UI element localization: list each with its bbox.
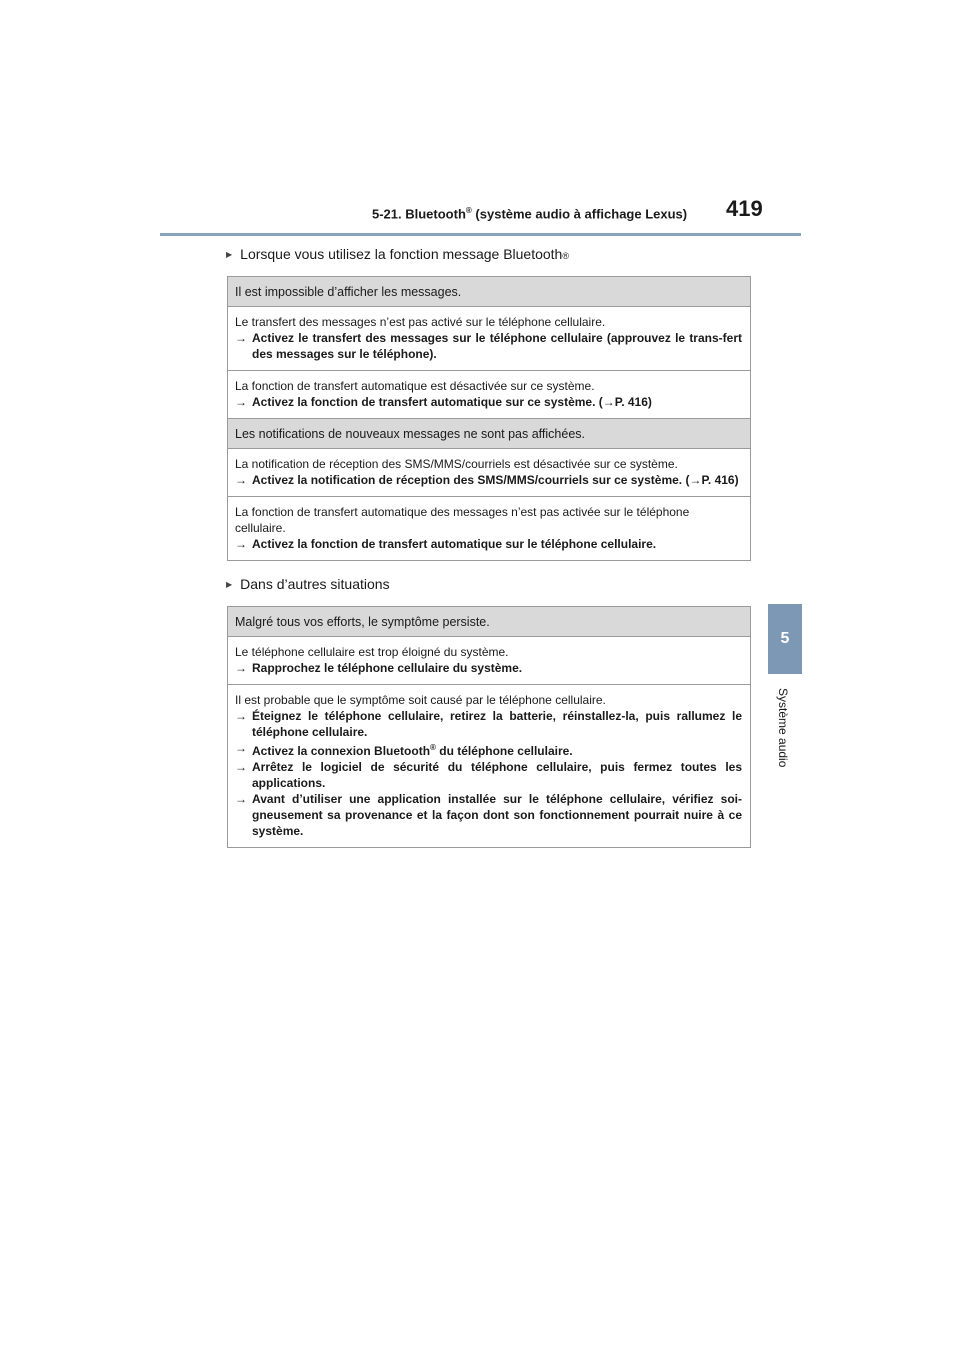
solution-row [228, 307, 750, 371]
chapter-tab[interactable]: 5 [768, 604, 802, 674]
arrow-icon: → [235, 709, 247, 723]
remedy-text: Activez le transfert des messages sur le téléphone cellulaire (approuvez le trans-fert des messages sur le téléphone). [252, 331, 742, 361]
remedy-line [235, 740, 742, 759]
section-heading [226, 576, 390, 592]
arrow-icon: → [235, 537, 247, 551]
remedy-text: Arrêtez le logiciel de sécurité du téléphone cellulaire, puis fermez toutes les applications. [252, 760, 742, 790]
arrow-icon: → [235, 760, 247, 774]
cause-text: Le transfert des messages n’est pas activé sur le téléphone cellulaire. [235, 315, 606, 329]
cause-text: La fonction de transfert automatique est désactivée sur ce système. [235, 379, 595, 393]
arrow-icon: → [235, 395, 247, 409]
troubleshooting-table [227, 606, 751, 848]
cause-text: Il est probable que le symptôme soit causé par le téléphone cellulaire. [235, 693, 606, 707]
solution-row [228, 371, 750, 419]
problem-row: Il est impossible d’afficher les messages. [228, 277, 750, 307]
registered-mark: ® [465, 206, 472, 215]
section-heading-text: Lorsque vous utilisez la fonction message Bluetooth [240, 246, 563, 262]
triangle-bullet-icon: ▶ [226, 250, 233, 259]
problem-row: Malgré tous vos efforts, le symptôme persiste. [228, 607, 750, 637]
problem-row: Les notifications de nouveaux messages ne sont pas affichées. [228, 419, 750, 449]
chapter-tab-label: Système audio [776, 687, 790, 768]
remedy-line [235, 536, 742, 552]
page-header [0, 0, 960, 240]
registered-mark: ® [430, 743, 436, 752]
remedy-line [235, 759, 742, 791]
solution-row [228, 685, 750, 848]
remedy-text-part: du téléphone cellulaire. [435, 744, 573, 758]
page-number: 419 [726, 196, 763, 221]
remedy-text: Activez la fonction de transfert automatique sur ce système. (→P. 416) [252, 395, 652, 409]
solution-row [228, 637, 750, 685]
remedy-line [235, 330, 742, 362]
solution-row [228, 497, 750, 561]
remedy-line [235, 660, 742, 676]
chapter-title-suffix: (système audio à affichage Lexus) [471, 206, 688, 222]
arrow-icon: → [235, 661, 247, 675]
remedy-text [252, 740, 742, 759]
remedy-line [235, 791, 742, 839]
chapter-title [372, 206, 702, 221]
cause-text: La notification de réception des SMS/MMS/courriels est désactivée sur ce système. [235, 457, 678, 471]
remedy-text-part: Activez la connexion Bluetooth [252, 744, 431, 758]
cause-text: La fonction de transfert automatique des messages n’est pas activée sur le téléphone cellulaire. [235, 505, 690, 535]
header-divider [160, 233, 801, 236]
arrow-icon: → [235, 792, 247, 806]
registered-mark: ® [562, 251, 569, 261]
triangle-bullet-icon: ▶ [226, 580, 233, 589]
section-heading [226, 246, 569, 262]
remedy-text: Éteignez le téléphone cellulaire, retirez la batterie, réinstallez-la, puis rallumez le téléphone cellulaire. [252, 709, 742, 739]
arrow-icon: → [235, 741, 247, 755]
arrow-icon: → [235, 331, 247, 345]
remedy-line [235, 394, 742, 410]
remedy-text: Activez la fonction de transfert automatique sur le téléphone cellulaire. [252, 537, 657, 551]
chapter-title-prefix: 5-21. Bluetooth [372, 206, 466, 222]
remedy-text: Avant d’utiliser une application installée sur le téléphone cellulaire, vérifiez soi-gneusement sa provenance et la façon dont son fonctionnement pourrait nuire à ce système. [252, 792, 742, 838]
remedy-text: Rapprochez le téléphone cellulaire du système. [252, 661, 523, 675]
arrow-icon: → [235, 473, 247, 487]
remedy-line [235, 472, 742, 488]
section-heading-text: Dans d’autres situations [240, 576, 390, 592]
solution-row [228, 449, 750, 497]
remedy-text: Activez la notification de réception des SMS/MMS/courriels sur ce système. (→P. 416) [252, 473, 739, 487]
cause-text: Le téléphone cellulaire est trop éloigné du système. [235, 645, 509, 659]
remedy-line [235, 708, 742, 740]
troubleshooting-table [227, 276, 751, 561]
